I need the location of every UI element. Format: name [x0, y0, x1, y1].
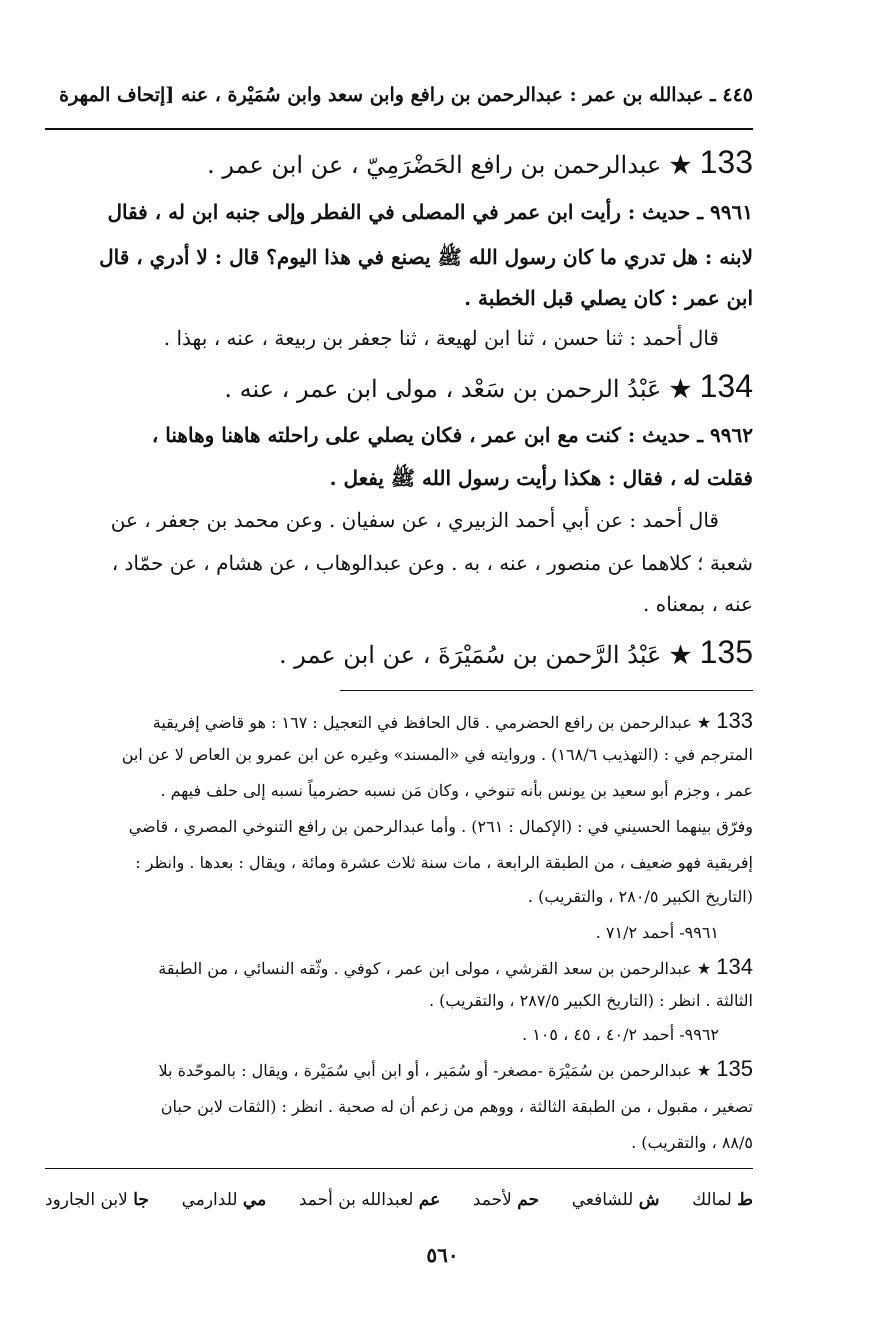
star-icon: ★	[669, 640, 692, 669]
hadith-9962-isnad-line-3: عنه ، بمعناه .	[643, 592, 753, 616]
entry-133-heading	[45, 142, 753, 185]
abbreviation-darimi: مي للدارمي	[181, 1190, 267, 1210]
footnote-135-line-1: 135 ★ عبدالرحمن بن سُمَيْرَة -مصغر- أو سُمَير ، أو ابن أبي سُمَيْرة ، ويقال : بالموحّدة بلا	[158, 1056, 753, 1081]
footnote-number: 133	[716, 708, 753, 733]
abbreviation-shafii: ش للشافعي	[571, 1190, 660, 1210]
hadith-9961-line-1: ٩٩٦١ ـ حديث : رأيت ابن عمر في المصلى في الفطر وإلى جنبه ابن له ، فقال	[107, 200, 753, 224]
star-icon: ★	[696, 1061, 712, 1080]
hadith-9962-line-2: فقلت له ، فقال : هكذا رأيت رسول الله ﷺ يفعل .	[329, 466, 753, 490]
footnote-133-line-1: 133 ★ عبدالرحمن بن رافع الحضرمي . قال الحافظ في التعجيل : ١٦٧ : هو قاضي إفريقية	[152, 708, 753, 733]
footnote-133-line-5: إفريقية فهو ضعيف ، من الطبقة الرابعة ، مات سنة ثلاث عشرة ومائة ، ويقال : بعدها . وانظر :	[135, 853, 753, 872]
hadith-9961-isnad: قال أحمد : ثنا حسن ، ثنا ابن لهيعة ، ثنا جعفر بن ربيعة ، عنه ، بهذا .	[163, 326, 719, 350]
page-number: ٥٦٠	[426, 1243, 459, 1267]
footnote-135-line-3: ٨٨/٥ ، والتقريب) .	[631, 1133, 753, 1152]
hadith-9962-line-1: ٩٩٦٢ ـ حديث : كنت مع ابن عمر ، فكان يصلي على راحلته هاهنا وهاهنا ،	[151, 423, 753, 447]
abbreviation-abdullah: عم لعبدالله بن أحمد	[298, 1190, 441, 1210]
footnotes-divider	[340, 690, 753, 691]
footnote-133-line-3: عمر ، وجزم أبو سعيد بن يونس بأنه تنوخي ، وكان مَن نسبه حضرمياً نسبه إلى حلف فيهم .	[160, 781, 753, 800]
footnote-134-line-2: الثالثة . انظر : (التاريخ الكبير ٢٨٧/٥ ، والتقريب) .	[428, 991, 753, 1010]
footnote-134-line-1: 134 ★ عبدالرحمن بن سعد القرشي ، مولى ابن عمر ، كوفي . وثّقه النسائي ، من الطبقة	[158, 954, 753, 979]
entry-number: 135	[699, 634, 753, 670]
star-icon: ★	[696, 713, 712, 732]
star-icon: ★	[696, 959, 712, 978]
footnote-number: 134	[716, 954, 753, 979]
star-icon: ★	[669, 150, 692, 179]
abbreviation-ibn-jarud: جا لابن الجارود	[45, 1190, 149, 1210]
hadith-9962-isnad-line-1: قال أحمد : عن أبي أحمد الزبيري ، عن سفيان . وعن محمد بن جعفر ، عن	[110, 508, 719, 532]
reference-9962: ٩٩٦٢- أحمد ٤٠/٢ ، ٤٥ ، ١٠٥ .	[522, 1025, 719, 1044]
narrator-name: عَبْدُ الرَّحمن بن سُمَيْرَةَ ، عن ابن عمر .	[278, 641, 662, 669]
running-header: ٤٤٥ ـ عبدالله بن عمر : عبدالرحمن بن رافع وابن سعد وابن سُمَيْرة ، عنه [إتحاف المهرة	[59, 84, 753, 106]
star-icon: ★	[669, 374, 692, 403]
entry-number: 134	[699, 368, 753, 404]
header-divider	[45, 128, 753, 130]
footnote-133-line-4: وفرّق بينهما الحسيني في : (الإكمال : ٢٦١) . وأما عبدالرحمن بن رافع التنوخي المصري ، قاضي	[128, 817, 753, 836]
abbreviation-ahmad: حم لأحمد	[472, 1190, 540, 1210]
entry-135-heading	[45, 632, 753, 675]
abbreviation-malik: ط لمالك	[692, 1190, 753, 1210]
footnote-135-line-2: تصغير ، مقبول ، من الطبقة الثالثة ، ووهم من زعم أن له صحبة . انظر : (الثقات لابن حبان	[160, 1097, 753, 1116]
reference-9961: ٩٩٦١- أحمد ٧١/٢ .	[595, 923, 719, 942]
footnote-133-line-2: المترجم في : (التهذيب ١٦٨/٦) . وروايته في «المسند» وغيره عن ابن عمرو بن العاص لا عن ابن	[121, 745, 753, 764]
abbreviations-divider	[45, 1168, 753, 1169]
hadith-9962-isnad-line-2: شعبة ؛ كلاهما عن منصور ، عنه ، به . وعن عبدالوهاب ، عن هشام ، عن حمّاد ،	[111, 551, 753, 575]
hadith-9961-line-3: ابن عمر : كان يصلي قبل الخطبة .	[464, 286, 753, 310]
abbreviations-key	[45, 1185, 753, 1215]
footnote-133-line-6: (التاريخ الكبير ٢٨٠/٥ ، والتقريب) .	[527, 887, 753, 906]
narrator-name: عبدالرحمن بن رافع الحَضْرَمِيّ ، عن ابن عمر .	[207, 151, 662, 179]
narrator-name: عَبْدُ الرحمن بن سَعْد ، مولى ابن عمر ، عنه .	[224, 375, 662, 403]
hadith-9961-line-2: لابنه : هل تدري ما كان رسول الله ﷺ يصنع في هذا اليوم؟ قال : لا أدري ، قال	[99, 245, 753, 269]
entry-number: 133	[699, 144, 753, 180]
entry-134-heading	[45, 366, 753, 409]
footnote-number: 135	[716, 1056, 753, 1081]
